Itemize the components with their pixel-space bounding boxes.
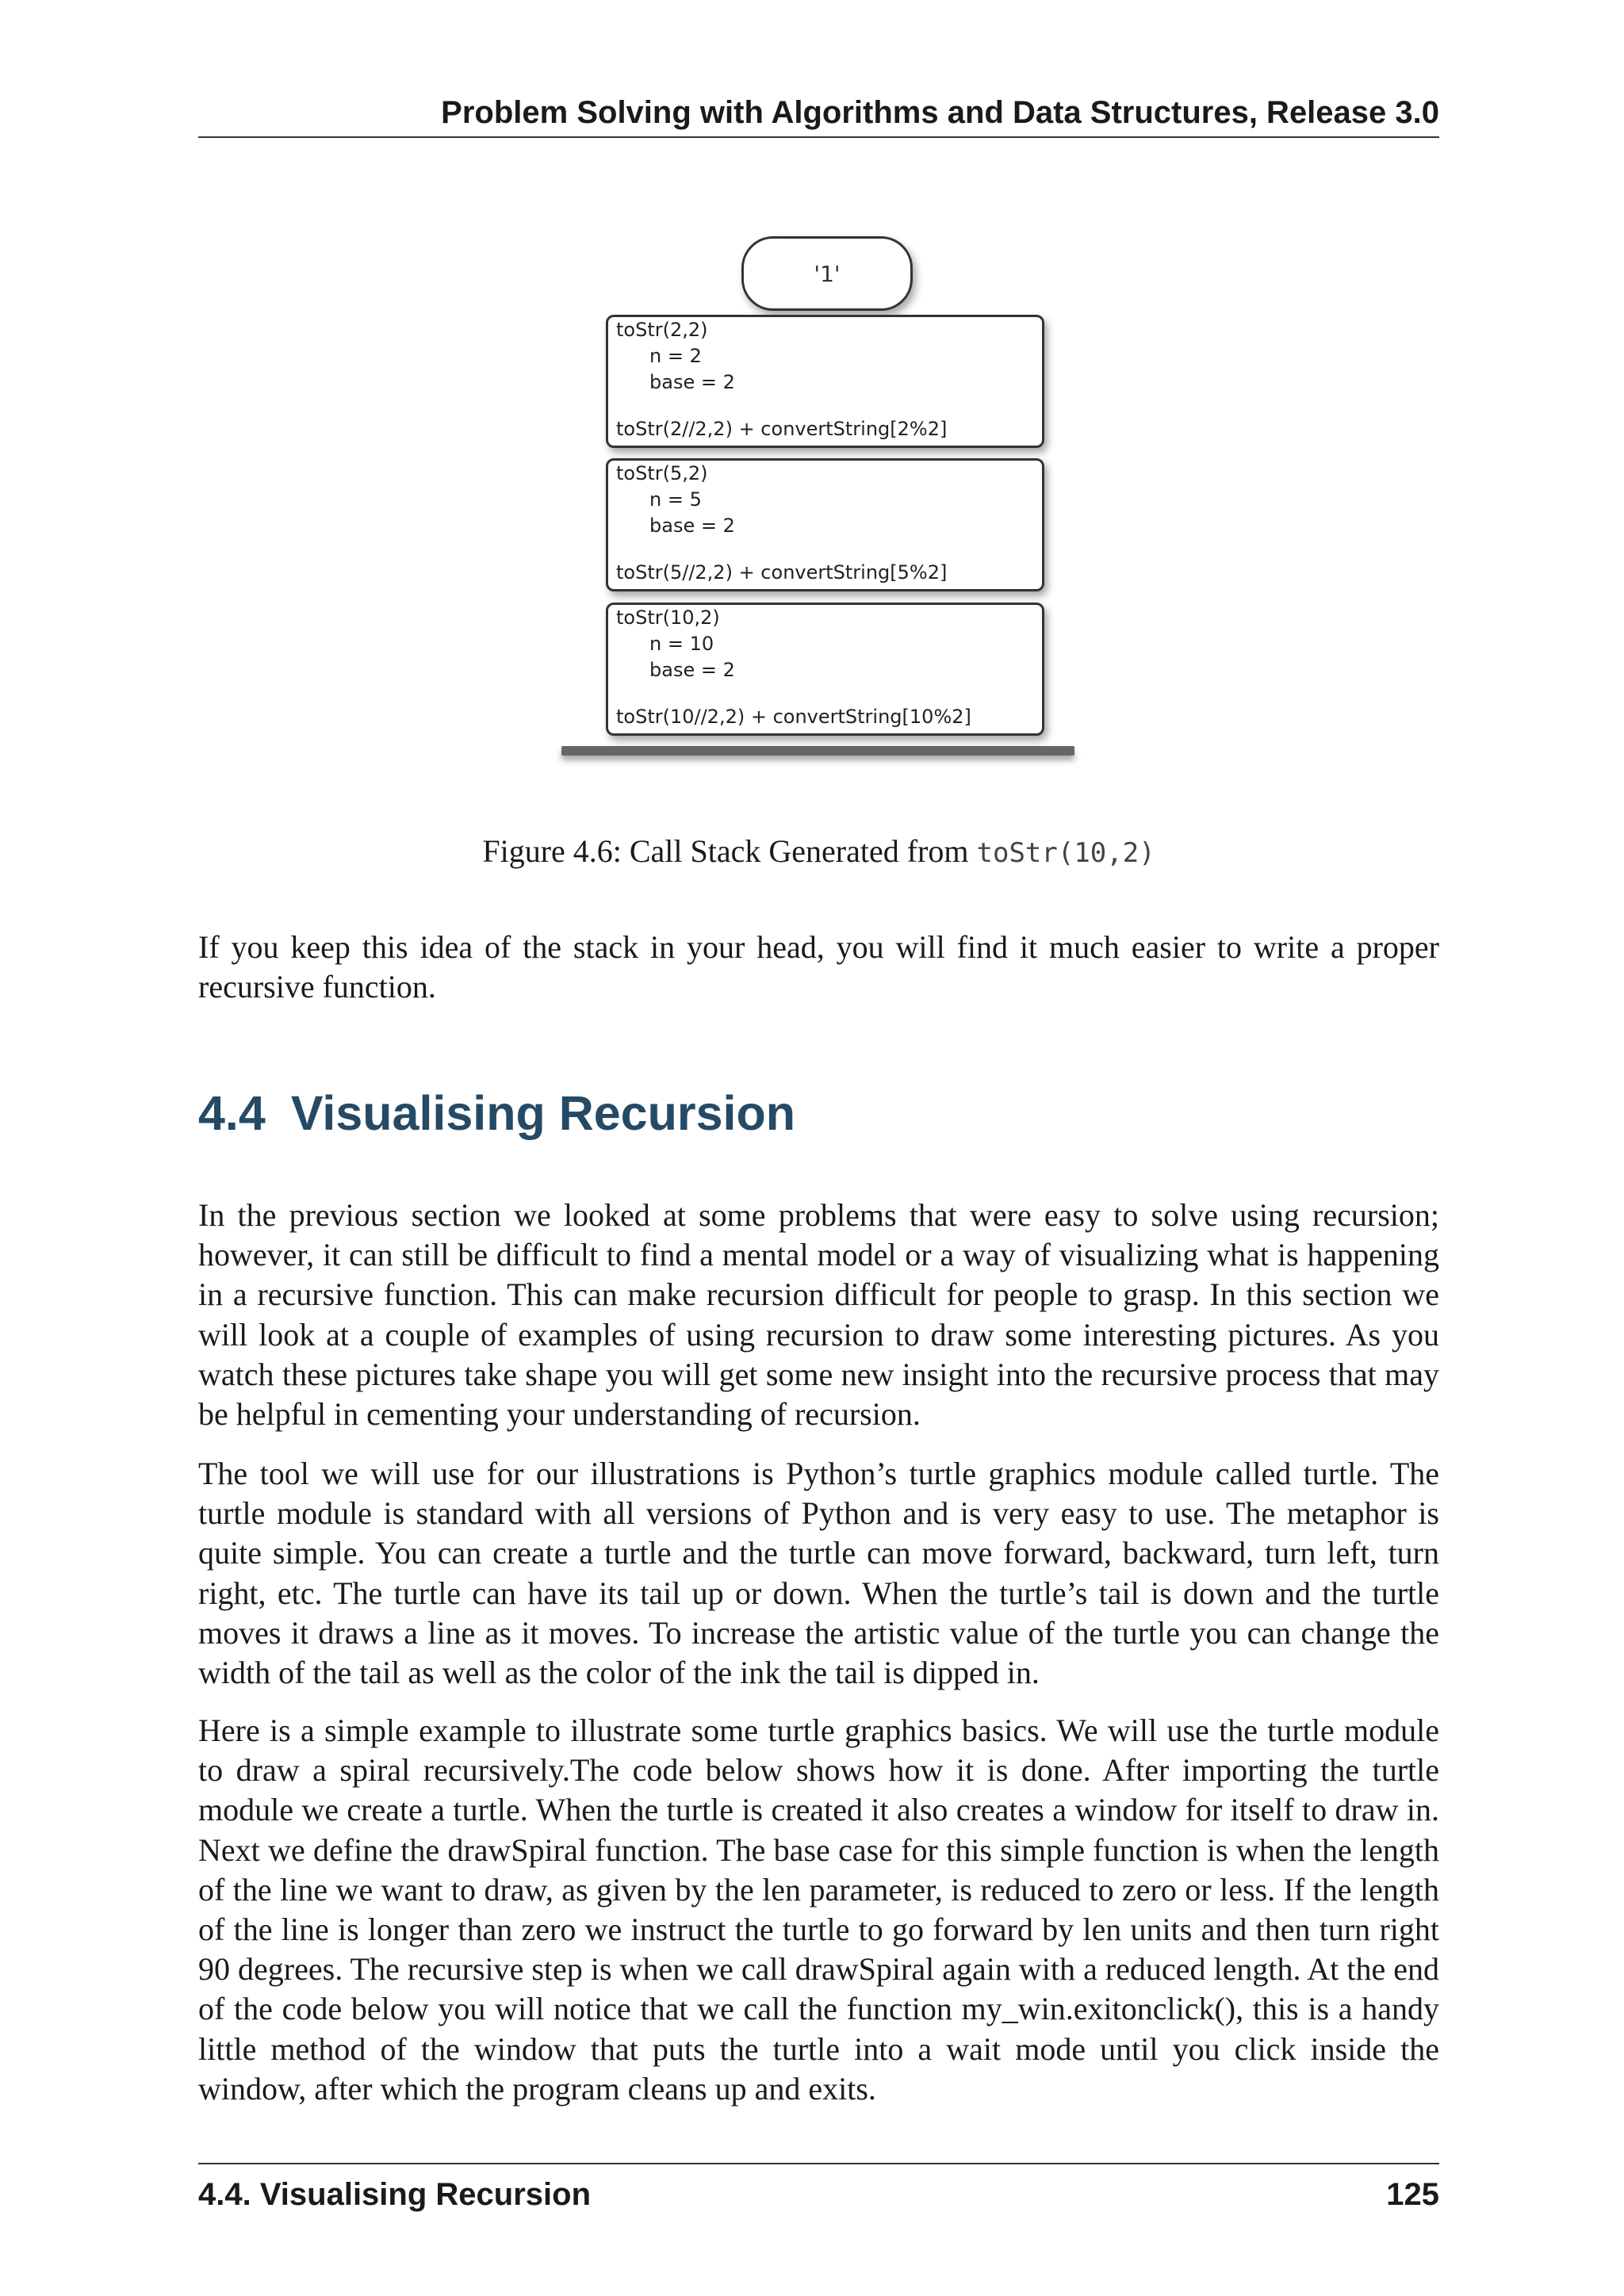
frame-base: base = 2 — [649, 371, 735, 393]
section-title-text: Visualising Recursion — [290, 1086, 795, 1140]
stack-top-result: '1' — [741, 236, 913, 311]
footer-rule — [198, 2163, 1439, 2164]
caption-code: toStr(10,2) — [976, 837, 1155, 869]
stack-base-shelf — [561, 746, 1074, 756]
frame-call: toStr(5,2) — [616, 462, 708, 484]
frame-expression: toStr(10//2,2) + convertString[10%2] — [616, 706, 971, 728]
stack-frame-tostr-2-2 — [606, 315, 1044, 448]
frame-expression: toStr(2//2,2) + convertString[2%2] — [616, 418, 948, 440]
intro-paragraph: If you keep this idea of the stack in your head, you will find it much easier to write a proper recursive function. — [198, 929, 1439, 1005]
call-stack-figure — [555, 226, 1094, 781]
section-number: 4.4 — [198, 1086, 266, 1140]
footer-section-label: 4.4. Visualising Recursion — [198, 2177, 591, 2212]
body-paragraph-3: Here is a simple example to illustrate some turtle graphics basics. We will use the turtle module to draw a spiral recursively.The code below shows how it is done. After importing the turtle module we create a turtle. When the turtle is created it also creates a window for itself to draw in. Next we define the drawSpiral function. The base case for this simple function is when the length of the line we want to draw, as given by the len parameter, is reduced to zero or less. If the length of the line is longer than zero we instruct the turtle to go forward by len units and then turn right 90 degrees. The recursive step is when we call drawSpiral again with a reduced length. At the end of the code below you will notice that we call the function my_win.exitonclick(), this is a handy little method of the window that puts the turtle into a wait mode until you click inside the window, after which the program cleans up and exits. — [198, 1712, 1439, 2107]
body-paragraph-2: The tool we will use for our illustrations is Python’s turtle graphics module called turtle. The turtle module is standard with all versions of Python and is very easy to use. The metaphor is quite simple. You can create a turtle and the turtle can move forward, backward, turn left, turn right, etc. The turtle can have its tail up or down. When the turtle’s tail is down and the turtle moves it draws a line as it moves. To increase the artistic value of the turtle you can change the width of the tail as well as the color of the ink the tail is dipped in. — [198, 1456, 1439, 1691]
frame-n: n = 2 — [649, 345, 702, 367]
stack-frame-tostr-5-2 — [606, 458, 1044, 591]
page-number: 125 — [1386, 2177, 1439, 2212]
frame-base: base = 2 — [649, 659, 735, 681]
frame-base: base = 2 — [649, 515, 735, 537]
stack-frame-tostr-10-2 — [606, 603, 1044, 736]
frame-call: toStr(2,2) — [616, 319, 708, 341]
frame-expression: toStr(5//2,2) + convertString[5%2] — [616, 561, 948, 584]
caption-text: Figure 4.6: Call Stack Generated from — [482, 833, 977, 869]
figure-caption — [198, 831, 1439, 874]
running-header-title: Problem Solving with Algorithms and Data Structures, Release 3.0 — [441, 95, 1439, 130]
body-paragraph-1: In the previous section we looked at some problems that were easy to solve using recursion; however, it can still be difficult to find a mental model or a way of visualizing what is happening in a recursive function. This can make recursion difficult for people to grasp. In this section we will look at a couple of examples of using recursion to draw some interesting pictures. As you watch these pictures take shape you will get some new insight into the recursive process that may be helpful in cementing your understanding of recursion. — [198, 1197, 1439, 1433]
header-rule — [198, 136, 1439, 138]
frame-n: n = 10 — [649, 633, 714, 655]
frame-call: toStr(10,2) — [616, 607, 720, 629]
section-heading — [198, 1085, 795, 1142]
frame-n: n = 5 — [649, 488, 702, 511]
